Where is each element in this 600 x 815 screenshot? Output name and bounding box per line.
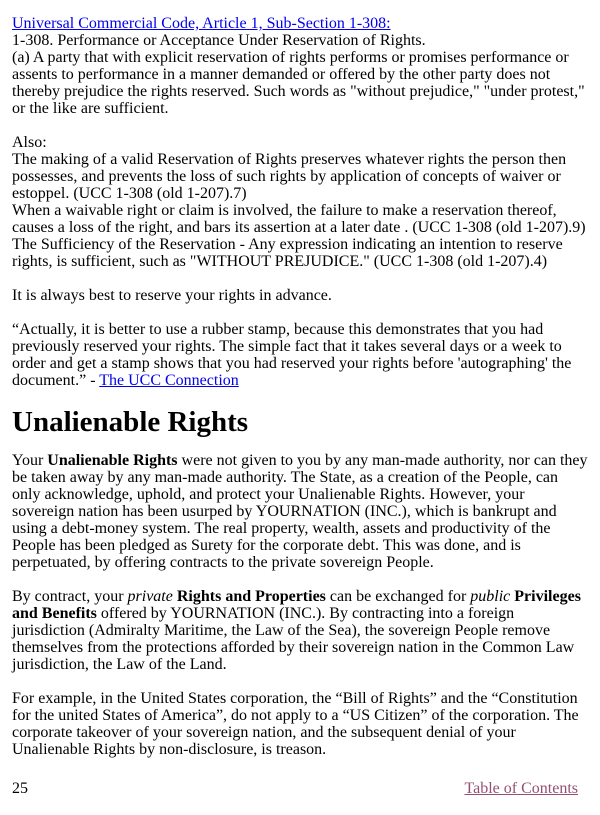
table-of-contents-link[interactable]: Table of Contents [464,780,578,797]
also-block [12,134,590,270]
ucc-connection-link[interactable]: The UCC Connection [99,372,239,389]
also-item-3: The Sufficiency of the Reservation - Any expression indicating an intention to reserve rights, is sufficient, such as "WITHOUT PREJUDICE." (UCC 1-308 (old 1-207).4) [12,236,563,270]
italic-private: private [127,588,173,605]
ucc-title-line: 1-308. Performance or Acceptance Under Reservation of Rights. [12,32,426,49]
paragraph-text: By contract, your [12,588,128,605]
stamp-quote-paragraph [12,321,590,389]
paragraph-text: offered by YOURNATION (INC.). By contracting into a foreign jurisdiction (Admiralty Maritime, the Law of the Sea), the sovereign People remove themselves from the protections afforded by their sovereign nation in the Common Law jurisdiction, the Law of the Land. [12,605,575,673]
advice-line: It is always best to reserve your rights in advance. [12,287,332,304]
italic-public: public [470,588,511,605]
paragraph-text: were not given to you by any man-made authority, nor can they be taken away by any man-made authority. The State, as a creation of the People, can only acknowledge, uphold, and protect your Unalienable Rights. However, your sovereign nation has been usurped by YOURNATION (INC.), which is bankrupt and using a debt-money system. The real property, wealth, assets and productivity of the People has been pledged as Surety for the corporate debt. This was done, and is perpetuated, by offering contracts to the private sovereign People. [12,452,588,571]
also-label: Also: [12,134,47,151]
also-item-2: When a waivable right or claim is involved, the failure to make a reservation thereof, causes a loss of the right, and bars its assertion at a later date . (UCC 1-308 (old 1-207).9) [12,202,586,236]
stamp-quote-text: “Actually, it is better to use a rubber stamp, because this demonstrates that you had previously reserved your rights. The simple fact that it takes several days or a week to order and get a stamp shows that you had reserved your rights before 'autographing' the document.” - [12,321,572,389]
unalienable-rights-heading: Unalienable Rights [12,406,249,438]
paragraph-text: can be exchanged for [325,588,471,605]
paragraph-unalienable-rights [12,452,590,571]
bold-privileges-and-benefits: Privileges and Benefits [12,588,581,622]
paragraph-example: For example, in the United States corporation, the “Bill of Rights” and the “Constitution for the united States of America”, do not apply to a “US Citizen” of the corporation. The corporate takeover of your sovereign nation, and the subsequent denial of your Unalienable Rights by non-disclosure, is treason. [12,690,579,758]
also-item-1: The making of a valid Reservation of Rights preserves whatever rights the person then possesses, and prevents the loss of such rights by application of concepts of waiver or estoppel. (UCC 1-308 (old 1-207).7) [12,151,567,202]
paragraph-contract [12,588,590,673]
bold-unalienable-rights: Unalienable Rights [47,452,178,469]
ucc-article-link-line [12,15,590,32]
ucc-body-text: (a) A party that with explicit reservation of rights performs or promises performance or assents to performance in a manner demanded or offered by the other party does not thereby prejudice the rights reserved. Such words as "without prejudice," "under protest," or the like are sufficient. [12,49,585,117]
paragraph-text: Your [12,452,48,469]
ucc-article-link[interactable]: Universal Commercial Code, Article 1, Sub-Section 1-308: [12,15,391,32]
ucc-section-block [12,15,590,117]
page-footer [12,780,578,797]
bold-rights-and-properties: Rights and Properties [176,588,326,605]
page-number: 25 [12,780,28,797]
